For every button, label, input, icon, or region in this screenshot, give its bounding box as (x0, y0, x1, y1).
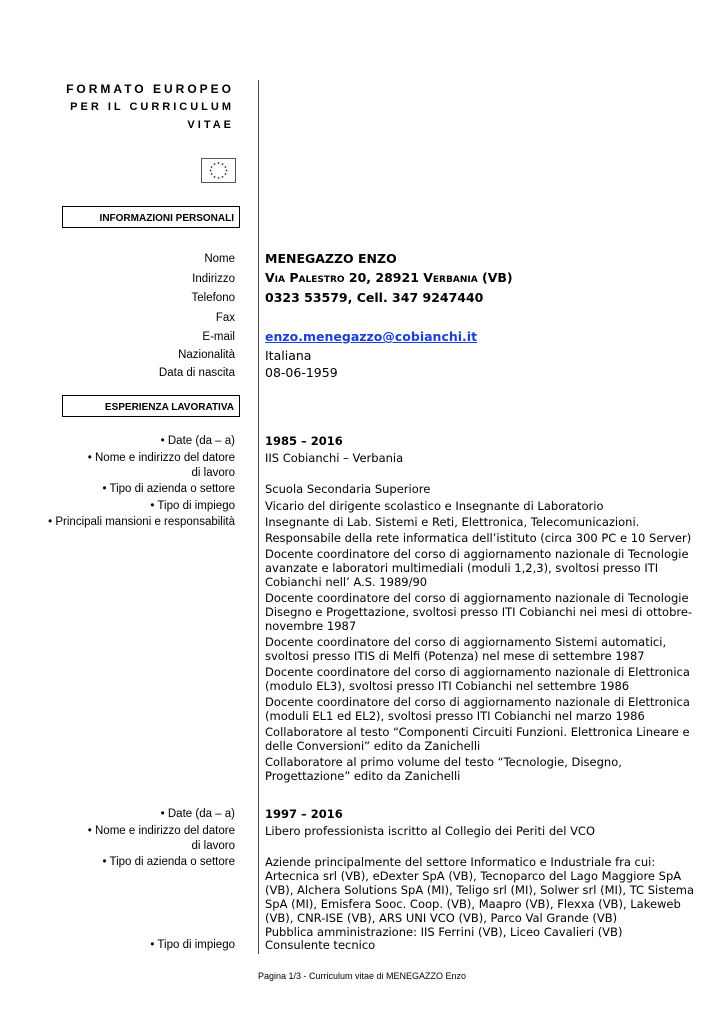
label-duties: • Principali mansioni e responsabilità (48, 516, 235, 528)
section-personal-info: INFORMAZIONI PERSONALI (62, 206, 240, 228)
label-date: • Date (da – a) (160, 435, 235, 447)
section-work-experience: ESPERIENZA LAVORATIVA (62, 395, 240, 417)
label-birth-date: Data di nascita (158, 367, 235, 379)
entry1-sector: Scuola Secondaria Superiore (265, 482, 431, 496)
document-title (66, 80, 234, 134)
page-footer: Pagina 1/3 - Curriculum vitae di MENEGAZZO Enzo (257, 971, 467, 981)
value-nationality: Italiana (265, 348, 312, 363)
value-email (265, 330, 705, 344)
email-link[interactable]: enzo.menegazzo@cobianchi.it (265, 329, 478, 344)
label-email: E-mail (202, 331, 235, 343)
label-sector: • Tipo di azienda o settore (102, 856, 235, 868)
label-nationality: Nazionalità (178, 349, 235, 361)
entry2-employer: Libero professionista iscritto al Collegio dei Periti del VCO (265, 824, 596, 838)
duty-item: Collaboratore al primo volume del testo “Tecnologie, Disegno, Progettazione” edito da Zanichelli (265, 755, 622, 783)
duty-item: Collaboratore al testo “Componenti Circuiti Funzioni. Elettronica Lineare e delle Conversioni” edito da Zanichelli (265, 725, 690, 753)
value-phone: 0323 53579, Cell. 347 9247440 (265, 290, 484, 305)
duty-item: Responsabile della rete informatica dell’istituto (circa 300 PC e 10 Server) (265, 531, 692, 545)
entry2-sector (265, 855, 705, 939)
duty-item: Insegnante di Lab. Sistemi e Reti, Elettronica, Telecomunicazioni. (265, 515, 640, 529)
label-address: Indirizzo (192, 273, 235, 285)
duty-item: Docente coordinatore del corso di aggiornamento nazionale di Elettronica (modulo EL3), svoltosi presso ITI Cobianchi nel settembre 1986 (265, 665, 690, 693)
entry2-sector-companies: Aziende principalmente del settore Informatico e Industriale fra cui: Artecnica srl (VB), eDexter SpA (VB), Tecnoparco del Lago Maggiore SpA (VB), Alchera Solutions SpA (MI), Teligo srl (MI), Solwer srl (MI), TC Sistema SpA (MI), Emisfera Sooc. Coop. (VB), Maapro (VB), Flexxa (VB), Lakeweb (VB), CNR-ISE (VB), ARS UNI VCO (VB), Parco Val Grande (VB) (265, 855, 695, 925)
duty-item: Docente coordinatore del corso di aggiornamento Sistemi automatici, svoltosi presso ITIS di Melfi (Potenza) nel mese di settembre 1987 (265, 635, 667, 663)
duty-item: Docente coordinatore del corso di aggiornamento nazionale di Tecnologie Disegno e Progettazione, svoltosi presso ITI Cobianchi nei mesi di ottobre-novembre 1987 (265, 591, 693, 633)
entry1-job: Vicario del dirigente scolastico e Insegnante di Laboratorio (265, 499, 604, 513)
value-address: Via Palestro 20, 28921 Verbania (VB) (265, 270, 513, 285)
eu-flag-icon (201, 158, 236, 183)
label-name: Nome (204, 253, 235, 265)
column-divider (258, 80, 259, 954)
entry2-job: Consulente tecnico (265, 938, 376, 952)
label-employer: • Nome e indirizzo del datore di lavoro (87, 825, 235, 852)
label-phone: Telefono (191, 292, 235, 304)
label-sector: • Tipo di azienda o settore (102, 483, 235, 495)
duty-item: Docente coordinatore del corso di aggiornamento nazionale di Tecnologie avanzate e laboratori multimediali (moduli 1,2,3), svoltosi presso ITI Cobianchi nell’ A.S. 1989/90 (265, 547, 689, 589)
label-job-type: • Tipo di impiego (150, 500, 235, 512)
title-line-1: FORMATO EUROPEO (66, 82, 234, 96)
title-line-3: VITAE (187, 119, 234, 131)
entry1-duties (265, 515, 705, 785)
label-employer: • Nome e indirizzo del datore di lavoro (87, 452, 235, 479)
value-birth-date: 08-06-1959 (265, 365, 338, 380)
duty-item: Docente coordinatore del corso di aggiornamento nazionale di Elettronica (moduli EL1 ed EL2), svoltosi presso ITI Cobianchi nel marzo 1986 (265, 695, 690, 723)
title-line-2: PER IL CURRICULUM (70, 101, 234, 113)
entry2-date: 1997 – 2016 (265, 807, 343, 821)
value-name: MENEGAZZO ENZO (265, 251, 397, 266)
entry1-date: 1985 – 2016 (265, 434, 343, 448)
label-date: • Date (da – a) (160, 808, 235, 820)
label-job-type: • Tipo di impiego (150, 939, 235, 951)
label-fax: Fax (215, 312, 235, 324)
entry1-employer: IIS Cobianchi – Verbania (265, 451, 404, 465)
entry2-sector-public: Pubblica amministrazione: IIS Ferrini (VB), Liceo Cavalieri (VB) (265, 925, 623, 939)
